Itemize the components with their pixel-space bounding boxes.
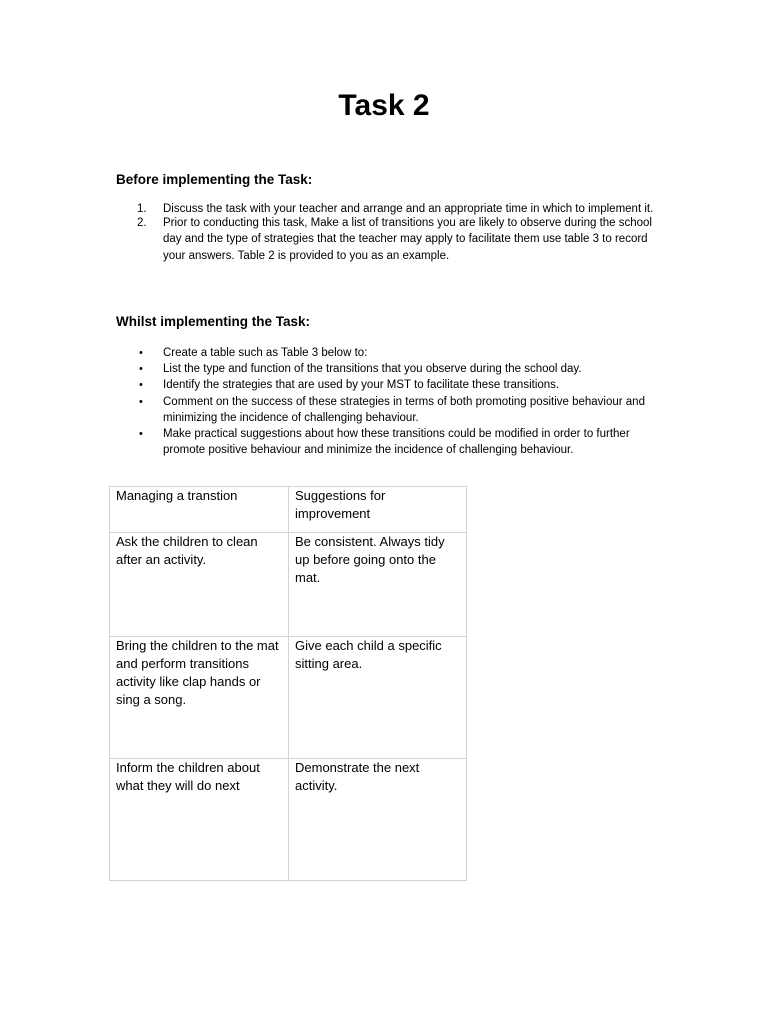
table-row [110, 637, 467, 759]
before-list [137, 201, 663, 264]
list-marker: 1. [137, 203, 147, 215]
table-row [110, 759, 467, 881]
list-item-text: Discuss the task with your teacher and arrange and an appropriate time in which to implement it. [163, 203, 654, 215]
list-item [139, 426, 663, 458]
list-item-text: Create a table such as Table 3 below to: [163, 347, 368, 359]
list-item [139, 345, 663, 361]
table-header-suggestions: Suggestions for improvement [295, 488, 386, 521]
bullet-icon: • [139, 347, 143, 359]
list-item-text: Identify the strategies that are used by your MST to facilitate these transitions. [163, 379, 560, 392]
bullet-icon: • [139, 395, 143, 408]
table-cell [289, 533, 467, 637]
list-item-text: Prior to conducting this task, Make a list of transitions you are likely to observe during the school day and the type of strategies that the teacher may apply to facilitate them use table 3 to record your answers. Table 2 is provided to you as an example. [163, 217, 652, 262]
before-heading: Before implementing the Task: [116, 172, 313, 187]
whilst-list [139, 345, 663, 458]
bullet-icon: • [139, 428, 143, 441]
table-cell [289, 487, 467, 533]
list-item-text: List the type and function of the transitions that you observe during the school day. [163, 363, 582, 376]
transitions-table [109, 486, 467, 881]
cell-text: Ask the children to clean after an activity. [116, 534, 258, 567]
cell-text: Bring the children to the mat and perform transitions activity like clap hands or sing a song. [116, 638, 279, 707]
page-title: Task 2 [338, 89, 430, 122]
cell-text: Give each child a specific sitting area. [295, 638, 442, 671]
table-cell [110, 533, 289, 637]
table-row [110, 533, 467, 637]
list-marker: 2. [137, 217, 147, 230]
bullet-icon: • [139, 363, 143, 376]
cell-text: Be consistent. Always tidy up before going onto the mat. [295, 534, 445, 585]
cell-text: Inform the children about what they will do next [116, 760, 260, 793]
list-item [139, 394, 663, 426]
table-cell [289, 637, 467, 759]
table-header-managing: Managing a transtion [116, 488, 238, 503]
list-item [139, 377, 663, 393]
table-cell [289, 759, 467, 881]
list-item [139, 361, 663, 377]
table-header-row [110, 487, 467, 533]
table-cell [110, 637, 289, 759]
list-item-text: Comment on the success of these strategies in terms of both promoting positive behaviour and minimizing the incidence of challenging behaviour. [163, 395, 645, 424]
cell-text: Demonstrate the next activity. [295, 760, 420, 793]
list-item-text: Make practical suggestions about how these transitions could be modified in order to further promote positive behaviour and minimize the incidence of challenging behaviour. [163, 428, 630, 457]
list-item [137, 215, 663, 264]
bullet-icon: • [139, 379, 143, 392]
whilst-heading: Whilst implementing the Task: [116, 314, 311, 329]
table-cell [110, 487, 289, 533]
table-cell [110, 759, 289, 881]
